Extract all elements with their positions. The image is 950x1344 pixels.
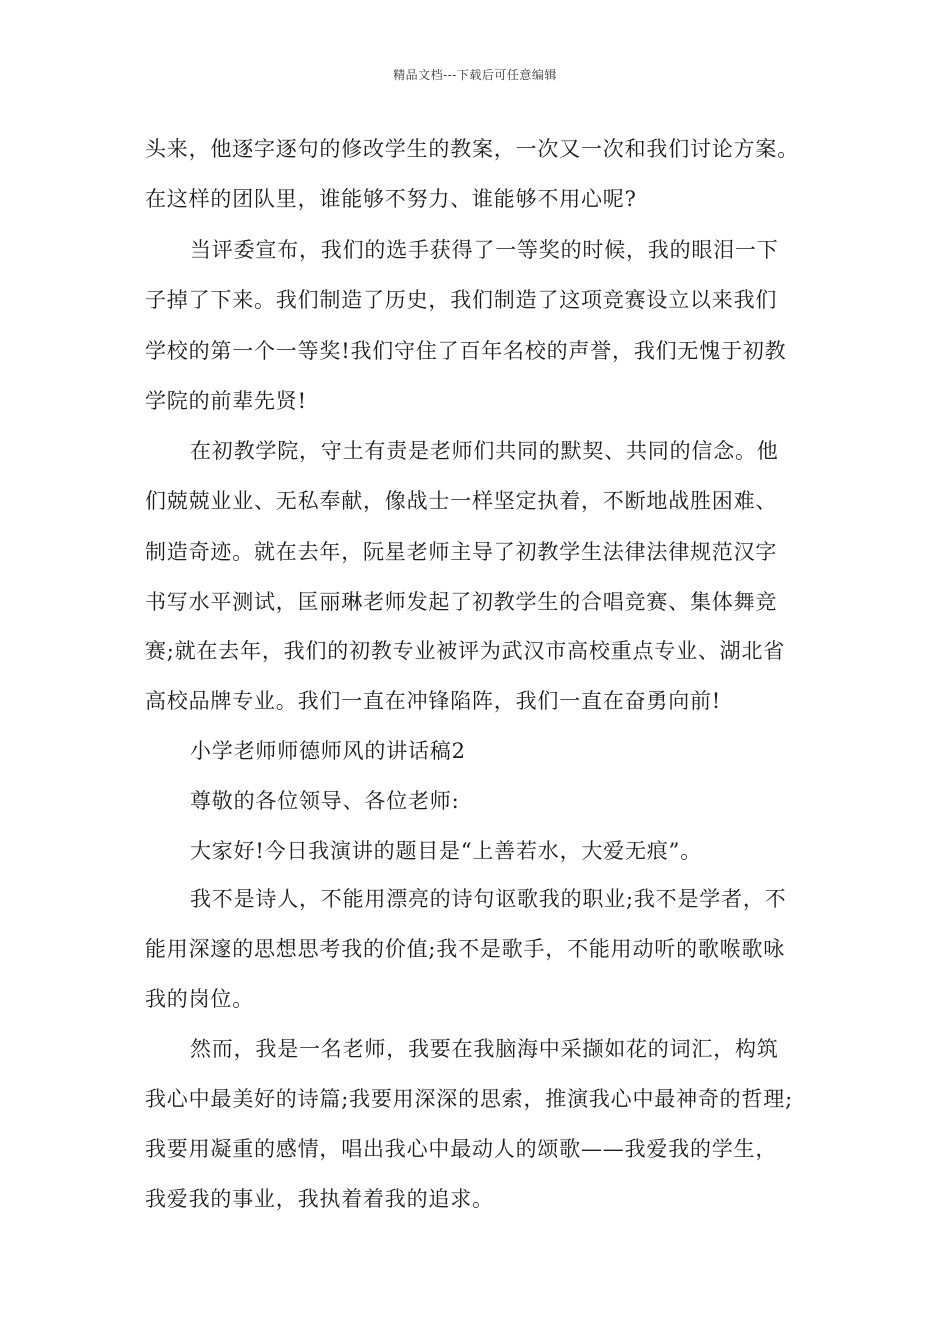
body-line: 我要用凝重的感情，唱出我心中最动人的颂歌——我爱我的学生， [145,1137,778,1161]
body-line: 在这样的团队里，谁能够不努力、谁能够不用心呢? [145,187,637,211]
body-line: 我的岗位。 [145,987,254,1011]
page-header: 精品文档---下载后可任意编辑 [393,68,557,82]
body-line: 我心中最美好的诗篇;我要用深深的思索，推演我心中最神奇的哲理; [145,1087,793,1111]
body-line: 头来，他逐字逐句的修改学生的教案，一次又一次和我们讨论方案。 [145,137,799,161]
greeting-line: 大家好!今日我演讲的题目是“上善若水，大爱无痕”。 [190,839,702,863]
paragraph-start-line: 当评委宣布，我们的选手获得了一等奖的时候，我的眼泪一下 [190,238,779,262]
paragraph-start-line: 我不是诗人，不能用漂亮的诗句讴歌我的职业;我不是学者，不 [190,887,787,911]
salutation-line: 尊敬的各位领导、各位老师: [190,789,460,813]
body-line: 们兢兢业业、无私奉献，像战士一样坚定执着，不断地战胜困难、 [145,489,778,513]
body-line: 我爱我的事业，我执着着我的追求。 [145,1187,494,1211]
body-line: 能用深邃的思想思考我的价值;我不是歌手，不能用动听的歌喉歌咏 [145,937,786,961]
section-title: 小学老师师德师风的讲话稿2 [190,739,466,763]
body-line: 子掉了下来。我们制造了历史，我们制造了这项竞赛设立以来我们 [145,288,778,312]
body-line: 学校的第一个一等奖!我们守住了百年名校的声誉，我们无愧于初教 [145,339,787,363]
paragraph-start-line: 在初教学院，守土有责是老师们共同的默契、共同的信念。他 [190,439,779,463]
body-line: 制造奇迹。就在去年，阮星老师主导了初教学生法律法律规范汉字 [145,540,778,564]
body-line: 高校品牌专业。我们一直在冲锋陷阵，我们一直在奋勇向前! [145,689,722,713]
body-line: 书写水平测试，匡丽琳老师发起了初教学生的合唱竞赛、集体舞竞 [145,590,778,614]
body-line: 学院的前辈先贤! [145,389,307,413]
paragraph-start-line: 然而，我是一名老师，我要在我脑海中采撷如花的词汇，构筑 [190,1037,779,1061]
body-line: 赛;就在去年，我们的初教专业被评为武汉市高校重点专业、湖北省 [145,639,786,663]
